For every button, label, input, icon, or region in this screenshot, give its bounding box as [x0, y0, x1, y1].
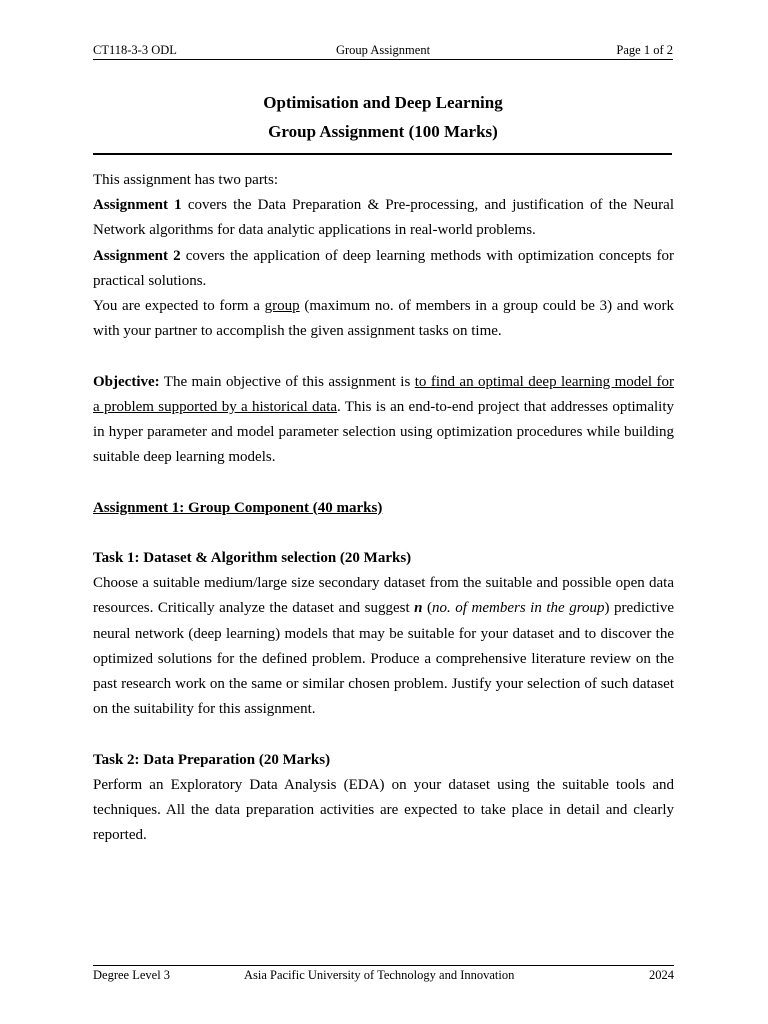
task1-post: ) predictive neural network (deep learning) models that may be suitable for your dataset and to discover the optimized solutions for the defined problem. Produce a comprehensive literature review on the past research work on the same or similar chosen problem. Justify your selection of such dataset on the suitability for this assignment. [93, 600, 675, 718]
task1-body [93, 571, 674, 722]
assignment2-text: covers the application of deep learning methods with optimization concepts for practical solutions. [93, 247, 674, 289]
task2-body: Perform an Exploratory Data Analysis (EDA) on your dataset using the suitable tools and techniques. All the data preparation activities are expected to take place in detail and clearly reported. [93, 776, 674, 844]
course-code: CT118-3-3 ODL [93, 43, 177, 57]
task1-heading-text: Task 1: Dataset & Algorithm selection (20 Marks) [93, 550, 412, 566]
task1-pre: Choose a suitable medium/large size secondary dataset from the suitable and possible open data resources. Critically analyze the dataset and suggest [93, 575, 674, 617]
assignment2-label: Assignment 2 [93, 247, 181, 264]
assignment2-summary [93, 244, 674, 294]
document-title: Optimisation and Deep Learning [263, 93, 503, 112]
task1-heading [93, 546, 674, 571]
assignment1-label: Assignment 1 [93, 197, 182, 214]
objective-label: Objective: [93, 373, 160, 390]
title-divider [93, 153, 672, 155]
spacer [93, 470, 674, 495]
task1-paren-open: ( [422, 600, 433, 617]
university-name: Asia Pacific University of Technology and Innovation [244, 968, 515, 982]
title-block [93, 88, 673, 146]
group-underlined: group [264, 298, 300, 315]
document-subtitle: Group Assignment (100 Marks) [268, 122, 498, 141]
footer-year: 2024 [649, 968, 674, 982]
document-body [93, 168, 674, 848]
spacer [93, 344, 674, 369]
page-header [93, 43, 673, 60]
assignment1-heading [93, 496, 674, 521]
spacer [93, 722, 674, 747]
objective-paragraph [93, 370, 674, 471]
task2-heading-text: Task 2: Data Preparation (20 Marks) [93, 751, 331, 768]
group-post: (maximum no. of members in a group could be 3) and work with your partner to accomplish the given assignment tasks on time. [93, 298, 674, 340]
task1-n-description: no. of members in the group [432, 600, 605, 617]
objective-underlined: to find an optimal deep learning model for a problem supported by a historical data [93, 373, 674, 415]
group-pre: You are expected to form a [93, 298, 265, 315]
assignment1-summary [93, 193, 674, 243]
assignment1-heading-text: Assignment 1: Group Component (40 marks) [93, 499, 383, 516]
group-paragraph [93, 294, 674, 344]
objective-post: . This is an end-to-end project that addresses optimality in hyper parameter and model parameter selection using optimization procedures while building suitable deep learning models. [93, 398, 674, 466]
spacer [93, 521, 674, 546]
task2-heading [93, 748, 674, 773]
header-doc-type: Group Assignment [335, 43, 431, 57]
degree-level: Degree Level 3 [93, 968, 171, 982]
page-footer [93, 965, 674, 982]
task1-n: n [414, 600, 423, 617]
objective-pre: The main objective of this assignment is [159, 373, 415, 390]
assignment1-text: covers the Data Preparation & Pre-processing, and justification of the Neural Network algorithms for data analytic applications in real-world problems. [93, 197, 674, 239]
intro-lead: This assignment has two parts: [93, 172, 278, 188]
page-number: Page 1 of 2 [616, 43, 673, 57]
